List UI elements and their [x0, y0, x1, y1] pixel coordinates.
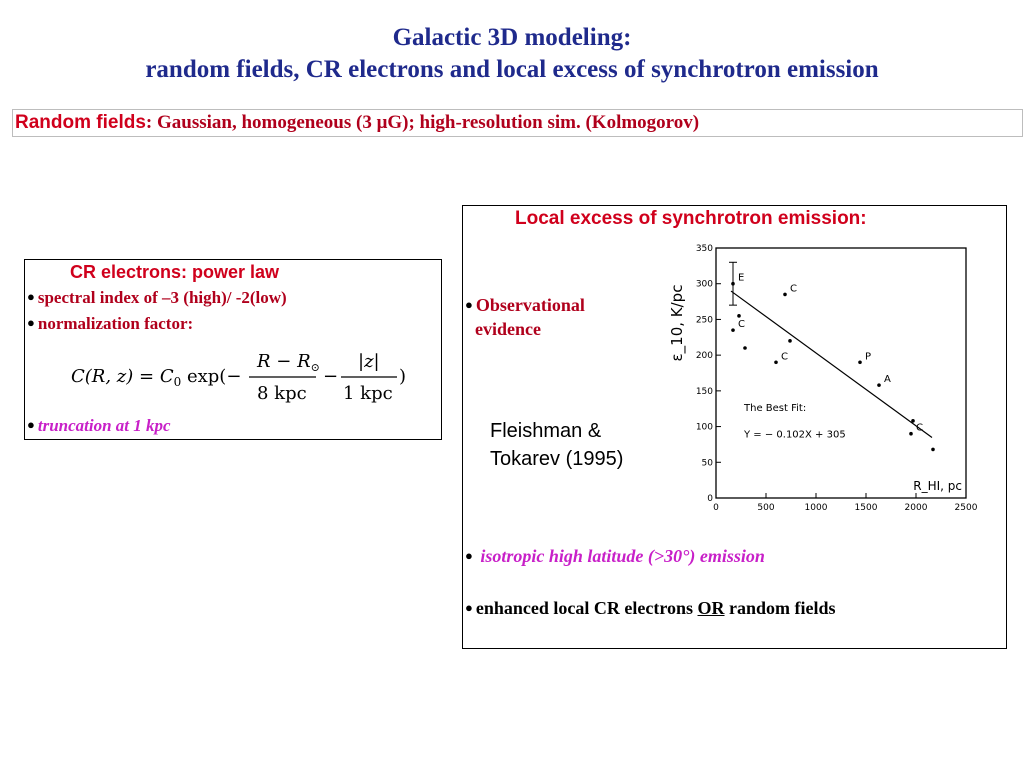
cr-electrons-heading: CR electrons: power law	[70, 262, 280, 282]
y-tick-label: 350	[695, 244, 713, 254]
random-fields-colon: :	[145, 112, 157, 133]
data-point	[911, 419, 915, 423]
data-point	[909, 432, 913, 436]
y-tick-label: 50	[701, 458, 713, 469]
random-fields-box	[12, 109, 1023, 137]
data-point	[731, 282, 735, 286]
x-tick-label: 500	[757, 503, 775, 513]
x-tick-label: 1500	[854, 503, 878, 513]
y-tick-label: 150	[695, 386, 713, 397]
bullet-enhanced: ● enhanced local CR electrons OR random fields	[465, 598, 836, 618]
x-tick-label: 2000	[904, 503, 928, 513]
data-point-label: C	[790, 283, 797, 295]
y-tick-label: 250	[695, 315, 713, 326]
svg-text:1 kpc: 1 kpc	[343, 383, 393, 404]
data-point-label: C	[781, 351, 788, 363]
local-excess-heading: Local excess of synchrotron emission:	[515, 208, 867, 229]
random-fields-text: Gaussian, homogeneous (3 μG); high-resolution sim. (Kolmogorov)	[156, 112, 700, 133]
svg-text:C(R, z) = C0 exp(−: C(R, $z) = C_0$ exp(−	[71, 366, 242, 389]
random-fields-label: Random fields	[15, 112, 146, 133]
data-point-label: A	[884, 374, 891, 386]
data-point	[743, 346, 747, 350]
fit-equation: Y = − 0.102X + 305	[744, 429, 846, 441]
data-point	[858, 360, 862, 364]
bullet-spectral-index: ● spectral index of –3 (high)/ -2(low)	[27, 288, 287, 307]
svg-text:−: −	[323, 366, 339, 387]
data-point	[931, 448, 935, 452]
title-line-2: random fields, CR electrons and local excess of synchrotron emission	[145, 56, 879, 83]
data-point-label: P	[865, 351, 872, 363]
data-point	[783, 293, 787, 297]
data-point-label: C	[738, 319, 745, 331]
data-point	[737, 314, 741, 318]
data-point-label: E	[738, 272, 745, 284]
bullet-observational: ● Observational evidence	[465, 295, 585, 339]
svg-text:R − R⊙: $R - R_⊙$	[257, 351, 320, 374]
y-tick-label: 0	[707, 494, 713, 504]
local-excess-box	[462, 205, 1007, 649]
cr-electrons-box	[24, 259, 442, 440]
fit-label: The Best Fit:	[744, 402, 807, 414]
svg-text:|z|: |z|	[358, 351, 380, 372]
svg-text:): )	[399, 366, 407, 387]
y-axis-label: ε_10, K/pc	[668, 284, 686, 362]
citation: Fleishman & Tokarev (1995)	[490, 420, 624, 470]
y-tick-label: 100	[695, 422, 713, 433]
title-line-1: Galactic 3D modeling:	[392, 24, 632, 51]
data-point	[774, 360, 778, 364]
x-tick-label: 1000	[804, 503, 828, 513]
x-tick-label: 2500	[954, 503, 978, 513]
emissivity-scatter-plot	[668, 238, 998, 528]
best-fit-line	[731, 291, 932, 437]
data-point-label: C	[916, 422, 923, 434]
slide-title	[0, 22, 1024, 86]
bullet-dot-icon: ●	[27, 315, 35, 330]
y-tick-label: 300	[695, 279, 713, 290]
bullet-dot-icon: ●	[465, 548, 473, 563]
svg-text:8 kpc: 8 kpc	[257, 383, 307, 404]
x-tick-label: 0	[713, 503, 719, 513]
plot-frame	[716, 248, 966, 498]
bullet-dot-icon: ●	[27, 289, 35, 304]
bullet-isotropic: ● isotropic high latitude (>30°) emission	[465, 546, 765, 566]
bullet-normalization: ● normalization factor:	[27, 314, 194, 333]
data-point	[877, 383, 881, 387]
bullet-dot-icon: ●	[27, 417, 35, 432]
bullet-truncation: ● truncation at 1 kpc	[27, 416, 171, 435]
cr-density-formula	[71, 345, 411, 405]
bullet-dot-icon: ●	[465, 600, 473, 615]
bullet-dot-icon: ●	[465, 297, 473, 312]
x-axis-label: R_HI, pc	[913, 479, 962, 493]
data-point	[731, 328, 735, 332]
y-tick-label: 200	[695, 351, 713, 362]
data-point	[788, 339, 792, 343]
